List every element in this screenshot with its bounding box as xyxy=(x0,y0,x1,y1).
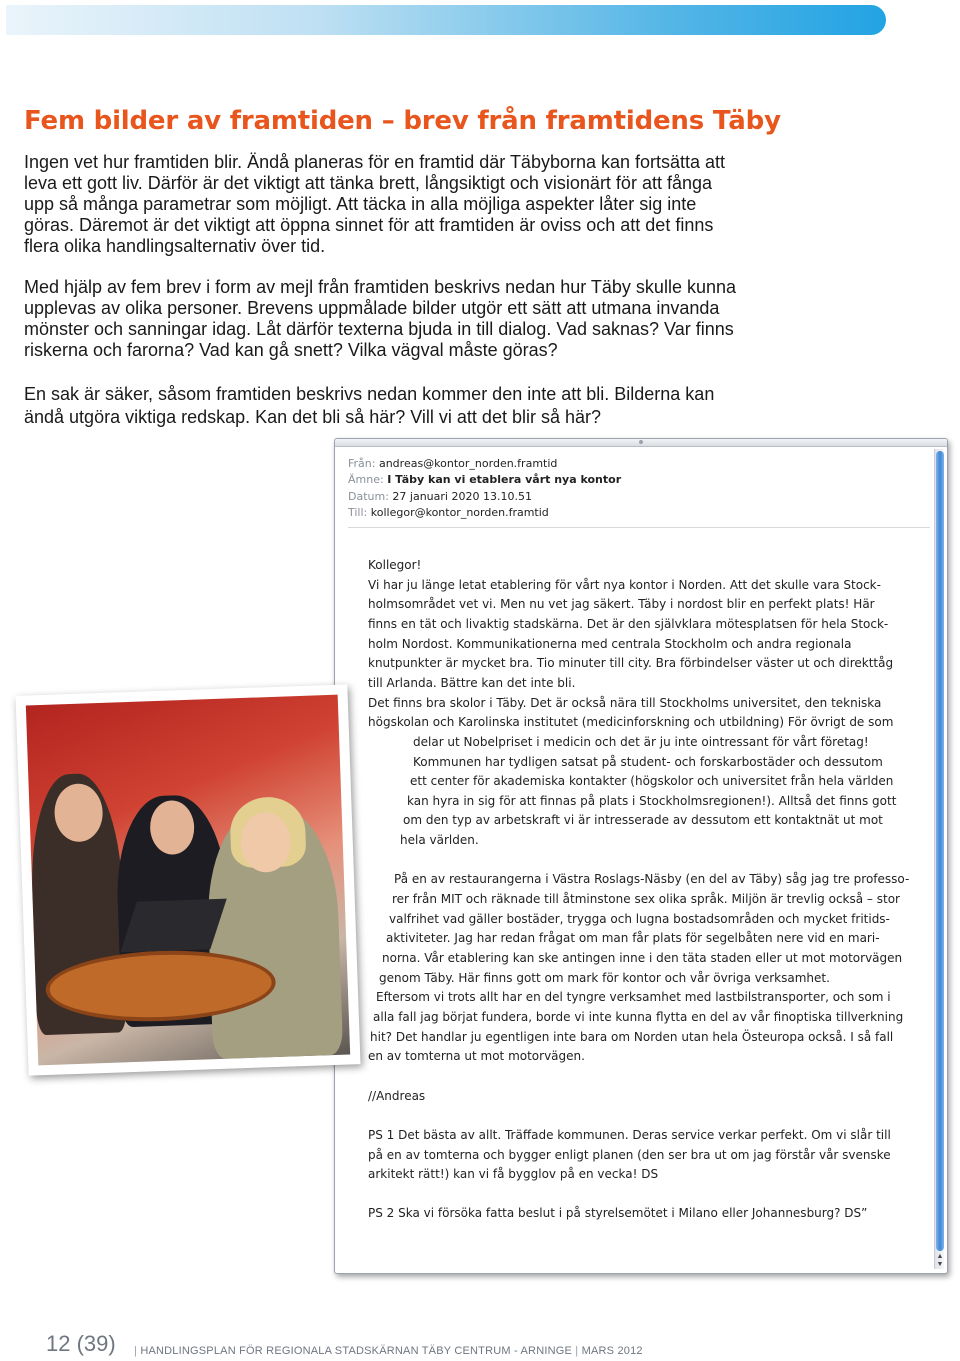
email-body-line: Kollegor! xyxy=(368,558,422,572)
email-from-row xyxy=(348,456,930,472)
text-line: Ingen vet hur framtiden blir. Ändå planeras för en framtid där Täbyborna kan fortsätta att xyxy=(24,152,726,172)
email-body-line: arkitekt rätt!) kan vi få bygglov på en vecka! DS xyxy=(368,1167,659,1182)
photo-laptop xyxy=(120,899,226,953)
email-body xyxy=(335,439,947,1273)
email-subject-row xyxy=(348,472,930,488)
email-body-line: PS 2 Ska vi försöka fatta beslut i på styrelsemötet i Milano eller Johannesburg? DS” xyxy=(368,1206,868,1221)
email-body-line: högskolan och Karolinska institutet (medicinforskning och utbildning) För övrigt de som xyxy=(368,715,894,730)
text-line: En sak är säker, såsom framtiden beskrivs nedan kommer den inte att bli. Bilderna kan xyxy=(24,384,715,404)
text-line: upp så många parametrar som möjligt. Att täcka in alla möjliga aspekter låter sig inte xyxy=(24,194,697,214)
email-body-line: finns en tät och livaktig stadskärna. Det är den självklara mötesplatsen för hela Stock- xyxy=(368,616,889,631)
email-body-line: på en av tomterna och bygger enligt planen (den ser bra ut om jag förstår vår svenske xyxy=(368,1147,891,1162)
email-body-line: På en av restaurangerna i Västra Roslags-Näsby (en del av Täby) såg jag tre professo- xyxy=(394,872,910,887)
email-body-line: aktiviteter. Jag har redan frågat om man får plats för segelbåten nere vid en mari- xyxy=(386,931,880,946)
email-body-line: holm Nordost. Kommunikationerna med centrala Stockholm och andra regionala xyxy=(368,636,852,651)
email-body-line: //Andreas xyxy=(368,1088,426,1103)
footer-separator: | xyxy=(134,1345,141,1357)
text-line: riskerna och farorna? Vad kan gå snett? Vilka vägval måste göras? xyxy=(24,340,558,360)
meeting-photo xyxy=(26,695,350,1066)
scroll-up-arrow-icon[interactable]: ▲ xyxy=(936,1253,944,1260)
email-date-row xyxy=(348,489,930,505)
email-body-line: valfrihet vad gäller bostäder, trygga och lugna bostadsområden och mycket fritids- xyxy=(389,911,890,926)
top-decor-band xyxy=(6,5,886,35)
scrollbar-thumb[interactable] xyxy=(936,451,944,1251)
date-value: 27 januari 2020 13.10.51 xyxy=(392,489,532,503)
email-body-line: Vi har ju länge letat etablering för vårt nya kontor i Norden. Att det skulle vara Stock- xyxy=(368,577,881,592)
publication-title: HANDLINGSPLAN FÖR REGIONALA STADSKÄRNAN TÄBY CENTRUM - ARNINGE xyxy=(140,1345,573,1357)
footer-publication xyxy=(134,1345,643,1357)
email-body-line: Det finns bra skolor i Täby. Det är också nära till Stockholms universitet, den tekniska xyxy=(368,695,882,710)
photo-frame xyxy=(15,684,360,1075)
email-body-line: hit? Det handlar ju egentligen inte bara om Norden utan hela Östeuropa också. I så fall xyxy=(370,1029,894,1044)
text-line: göras. Däremot är det viktigt att öppna sinnet för att framtiden är oviss och att det finns xyxy=(24,215,714,235)
publication-date: MARS 2012 xyxy=(581,1345,643,1357)
subject-label: Ämne: xyxy=(348,473,384,487)
email-body-line: om den typ av arbetskraft vi är intresserade av dessutom ett kontaktnät ut mot xyxy=(403,813,883,828)
to-label: Till: xyxy=(348,505,368,519)
text-line: leva ett gott liv. Därför är det viktigt att tänka brett, långsiktigt och visionärt för att fånga xyxy=(24,173,712,193)
email-body-line: norna. Vår etablering kan ske antingen inne i den täta staden eller ut mot motorvägen xyxy=(382,951,903,965)
email-body-line: holmsområdet vet vi. Men nu vet jag säkert. Täby i nordost blir en perfekt plats! Här xyxy=(368,597,875,612)
email-header xyxy=(348,456,930,528)
email-body-line: Eftersom vi trots allt har en del tyngre verksamhet med lastbilstransporter, och som i xyxy=(376,990,891,1005)
email-body-line: alla fall jag börjat fundera, borde vi inte kunna flytta en del av vår finoptiska tillverkning xyxy=(373,1009,904,1024)
email-body-line: en av tomterna ut mot motorvägen. xyxy=(368,1049,585,1064)
page-number: 12 (39) xyxy=(46,1331,116,1356)
email-body-line: till Arlanda. Bättre kan det inte bli. xyxy=(368,675,576,690)
email-body-line: hela världen. xyxy=(400,833,479,848)
to-address[interactable]: kollegor@kontor_norden.framtid xyxy=(370,505,549,519)
email-body-line: Kommunen har tydligen satsat på student- och forskarbostäder och dessutom xyxy=(413,754,883,769)
email-scrollbar[interactable] xyxy=(934,449,944,1269)
subject-value: I Täby kan vi etablera vårt nya kontor xyxy=(387,473,622,487)
intro-paragraph-3 xyxy=(24,383,804,429)
email-body-line: PS 1 Det bästa av allt. Träffade kommunen. Deras service verkar perfekt. Om vi slår till xyxy=(368,1127,891,1142)
email-to-row xyxy=(348,505,930,521)
footer-separator: | xyxy=(572,1345,582,1357)
email-body-line: rer från MIT och räknade till åtminstone sex olika språk. Miljön är trevlig också – stor xyxy=(392,892,900,907)
email-body-line: delar ut Nobelpriset i medicin och det är ju inte ointressant för vårt företag! xyxy=(413,734,869,749)
text-line: mönster och sanningar idag. Låt därför texterna bjuda in till dialog. Vad saknas? Var finns xyxy=(24,319,734,339)
intro-paragraph-2 xyxy=(24,277,804,361)
text-line: flera olika handlingsalternativ över tid. xyxy=(24,236,326,256)
text-line: upplevas av olika personer. Brevens uppmålade bilder utgör ett sätt att utmana invanda xyxy=(24,298,720,318)
page-title: Fem bilder av framtiden – brev från framtidens Täby xyxy=(24,106,781,136)
text-line: Med hjälp av fem brev i form av mejl från framtiden beskrivs nedan hur Täby skulle kunna xyxy=(24,277,736,297)
email-body-line: knutpunkter är mycket bra. Tio minuter till city. Bra förbindelser väster ut och direkttåg xyxy=(368,656,894,671)
email-window xyxy=(334,438,948,1274)
email-window-titlebar[interactable] xyxy=(335,439,947,447)
from-address[interactable]: andreas@kontor_norden.framtid xyxy=(378,457,558,470)
text-line: ändå utgöra viktiga redskap. Kan det bli så här? Vill vi att det blir så här? xyxy=(24,407,602,427)
intro-paragraph-1 xyxy=(24,152,804,257)
email-body-line: genom Täby. Här finns gott om mark för kontor och vår övriga verksamhet. xyxy=(379,970,830,985)
email-body-line: kan hyra in sig för att finnas på plats i Stockholmsregionen!). Alltså det finns gott xyxy=(407,793,897,808)
date-label: Datum: xyxy=(348,489,389,503)
email-body-line: ett center för akademiska kontakter (högskolor och universitet från hela världen xyxy=(410,774,894,789)
from-label: Från: xyxy=(348,457,376,470)
scroll-down-arrow-icon[interactable]: ▼ xyxy=(936,1261,944,1268)
resize-grip-icon xyxy=(639,440,643,444)
